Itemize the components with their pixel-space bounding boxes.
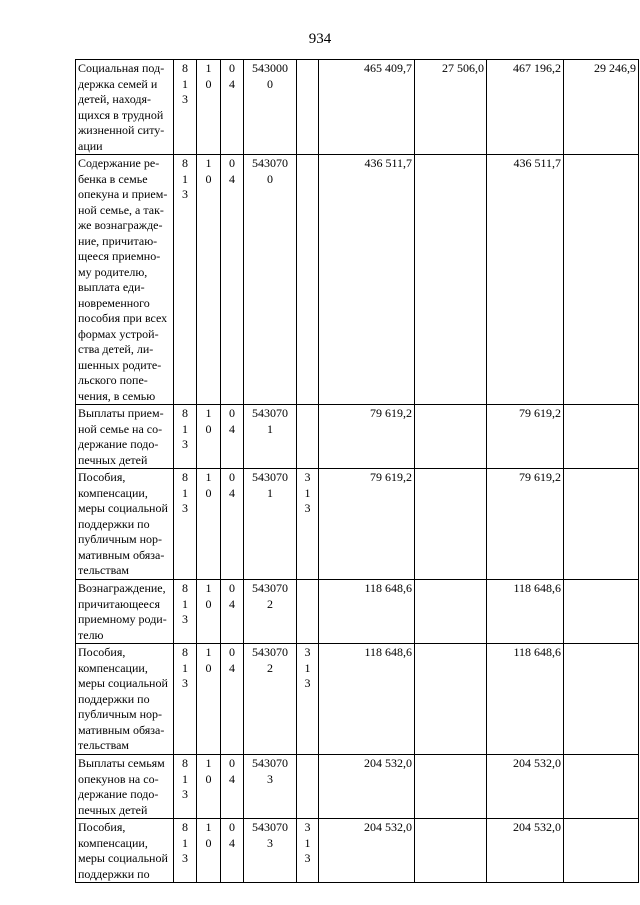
- stacked-code: [223, 581, 241, 612]
- expense-name-line: ации: [78, 138, 103, 153]
- code-digit: 1: [205, 581, 212, 595]
- code-digit: 4: [229, 835, 235, 850]
- stacked-code: [176, 470, 194, 517]
- code-digit: 3: [182, 676, 188, 690]
- code-digit: 1: [205, 61, 212, 75]
- code-digit: 1: [182, 421, 188, 436]
- target-article-line: 1: [267, 421, 273, 436]
- amount-cell-v2: [415, 155, 487, 405]
- expense-name-line: му родителю,: [78, 264, 148, 279]
- expense-name-line: меры социальной: [78, 851, 168, 865]
- code-digit: 3: [182, 437, 188, 451]
- expense-name-line: печных детей: [78, 452, 148, 467]
- code-digit: 8: [182, 61, 188, 75]
- amount-cell-v4: 29 246,9: [564, 60, 639, 155]
- ministry-code-cell: [174, 155, 197, 405]
- code-digit: 0: [205, 171, 212, 186]
- expense-name-cell: [76, 405, 174, 469]
- expense-type-cell: [297, 644, 319, 755]
- expense-name-line: Пособия,: [78, 645, 126, 659]
- code-digit: 0: [229, 645, 235, 659]
- amount-cell-v3: 204 532,0: [487, 819, 564, 883]
- ministry-code-cell: [174, 60, 197, 155]
- code-digit: 1: [205, 406, 212, 420]
- expense-name-line: ние, причитаю-: [78, 233, 158, 248]
- code-digit: 0: [229, 406, 235, 420]
- amount-cell-v4: [564, 469, 639, 580]
- code-digit: 4: [229, 171, 235, 186]
- code-digit: 3: [304, 645, 311, 659]
- code-digit: 0: [229, 820, 235, 834]
- amount-cell-v4: [564, 644, 639, 755]
- code-digit: 1: [182, 596, 188, 611]
- target-article-cell: [244, 155, 297, 405]
- table-row: [76, 60, 639, 155]
- expense-name-line: Социальная под-: [78, 61, 165, 75]
- code-digit: 1: [304, 835, 311, 850]
- code-digit: 3: [304, 501, 311, 515]
- expense-name-cell: [76, 60, 174, 155]
- code-digit: 0: [229, 61, 235, 75]
- stacked-code: [176, 581, 194, 628]
- code-digit: 1: [205, 645, 212, 659]
- code-digit: 0: [205, 771, 212, 786]
- code-digit: 8: [182, 581, 188, 595]
- expense-name-line: поддержки по: [78, 516, 150, 531]
- expense-name-line: чения, в семью: [78, 388, 156, 403]
- target-article-line: 543070: [252, 406, 288, 420]
- expense-name-line: Пособия,: [78, 820, 126, 834]
- code-digit: 0: [205, 421, 212, 436]
- code-digit: 8: [182, 756, 188, 770]
- stacked-code: [299, 645, 316, 692]
- ministry-code-cell: [174, 644, 197, 755]
- expense-name-line: поддержки по: [78, 866, 150, 881]
- code-digit: 4: [229, 771, 235, 786]
- stacked-code: [176, 406, 194, 453]
- code-digit: 1: [182, 485, 188, 500]
- code-digit: 3: [304, 851, 311, 865]
- stacked-code: [199, 581, 218, 612]
- section-code-cell: [197, 580, 221, 644]
- code-digit: 4: [229, 421, 235, 436]
- expense-type-cell: [297, 469, 319, 580]
- subsection-code-cell: [221, 155, 244, 405]
- target-article-cell: [244, 469, 297, 580]
- code-digit: 4: [229, 660, 235, 675]
- code-digit: 3: [182, 92, 188, 106]
- stacked-code: [199, 756, 218, 787]
- amount-cell-v1: 204 532,0: [319, 819, 415, 883]
- target-article-line: 543070: [252, 581, 288, 595]
- code-digit: 4: [229, 76, 235, 91]
- amount-cell-v3: 204 532,0: [487, 755, 564, 819]
- code-digit: 8: [182, 470, 188, 484]
- stacked-code: [199, 645, 218, 676]
- page-number: 934: [308, 31, 332, 47]
- expense-name-line: мативным обяза-: [78, 547, 165, 562]
- expense-name-line: льского попе-: [78, 373, 148, 387]
- expense-name-line: же вознагражде-: [78, 218, 163, 232]
- amount-cell-v2: 27 506,0: [415, 60, 487, 155]
- amount-cell-v4: [564, 155, 639, 405]
- subsection-code-cell: [221, 755, 244, 819]
- code-digit: 1: [205, 756, 212, 770]
- expense-name-line: публичным нор-: [78, 707, 163, 721]
- target-article-line: 543070: [252, 470, 288, 484]
- expense-name-line: ной семье на со-: [78, 421, 163, 436]
- stacked-code: [176, 645, 194, 692]
- code-digit: 3: [182, 787, 188, 801]
- code-digit: 3: [182, 187, 188, 201]
- amount-cell-v3: 436 511,7: [487, 155, 564, 405]
- table-row: [76, 755, 639, 819]
- code-digit: 8: [182, 820, 188, 834]
- code-digit: 8: [182, 156, 188, 170]
- expense-name-line: держание подо-: [78, 437, 159, 451]
- expense-name-line: тельствам: [78, 738, 130, 752]
- amount-cell-v4: [564, 580, 639, 644]
- expense-name-line: печных детей: [78, 802, 148, 817]
- expense-name-cell: [76, 155, 174, 405]
- expense-name-line: Содержание ре-: [78, 156, 160, 170]
- stacked-code: [223, 756, 241, 787]
- expense-name-cell: [76, 469, 174, 580]
- expense-type-cell: [297, 405, 319, 469]
- amount-cell-v1: 436 511,7: [319, 155, 415, 405]
- expense-name-line: тельствам: [78, 563, 130, 577]
- stacked-code: [199, 406, 218, 437]
- code-digit: 3: [182, 612, 188, 626]
- table-row: [76, 405, 639, 469]
- ministry-code-cell: [174, 819, 197, 883]
- stacked-code: [199, 61, 218, 92]
- code-digit: 8: [182, 645, 188, 659]
- stacked-code: [223, 156, 241, 187]
- expense-name-line: Пособия,: [78, 470, 126, 484]
- stacked-code: [223, 645, 241, 676]
- code-digit: 3: [304, 676, 311, 690]
- target-article-line: 0: [267, 171, 273, 186]
- subsection-code-cell: [221, 469, 244, 580]
- stacked-code: [199, 156, 218, 187]
- expense-name-line: компенсации,: [78, 835, 148, 850]
- ministry-code-cell: [174, 580, 197, 644]
- code-digit: 1: [182, 835, 188, 850]
- section-code-cell: [197, 155, 221, 405]
- target-article-cell: [244, 60, 297, 155]
- amount-cell-v2: [415, 469, 487, 580]
- section-code-cell: [197, 819, 221, 883]
- table-body: [76, 60, 639, 883]
- table-row: [76, 469, 639, 580]
- amount-cell-v2: [415, 405, 487, 469]
- expense-name-line: ства детей, ли-: [78, 342, 154, 356]
- expense-name-cell: [76, 644, 174, 755]
- amount-cell-v1: 204 532,0: [319, 755, 415, 819]
- code-digit: 0: [229, 581, 235, 595]
- stacked-code: [199, 820, 218, 851]
- target-article-line: 543070: [252, 645, 288, 659]
- amount-cell-v2: [415, 644, 487, 755]
- expense-name-line: компенсации,: [78, 485, 148, 500]
- amount-cell-v1: 118 648,6: [319, 580, 415, 644]
- code-digit: 1: [182, 171, 188, 186]
- expense-name-cell: [76, 580, 174, 644]
- amount-cell-v4: [564, 819, 639, 883]
- stacked-code: [176, 61, 194, 108]
- code-digit: 0: [205, 660, 212, 675]
- table-row: [76, 644, 639, 755]
- expense-name-line: компенсации,: [78, 660, 148, 675]
- expense-name-line: щееся приемно-: [78, 249, 161, 263]
- target-article-line: 1: [267, 485, 273, 500]
- amount-cell-v3: 79 619,2: [487, 405, 564, 469]
- amount-cell-v2: [415, 580, 487, 644]
- table-row: [76, 819, 639, 883]
- expense-name-line: поддержки по: [78, 691, 150, 706]
- target-article-line: 543000: [252, 61, 288, 75]
- ministry-code-cell: [174, 469, 197, 580]
- expense-type-cell: [297, 155, 319, 405]
- code-digit: 3: [304, 470, 311, 484]
- amount-cell-v1: 79 619,2: [319, 405, 415, 469]
- subsection-code-cell: [221, 644, 244, 755]
- target-article-line: 3: [267, 771, 273, 786]
- stacked-code: [199, 470, 218, 501]
- code-digit: 3: [304, 820, 311, 834]
- amount-cell-v4: [564, 755, 639, 819]
- code-digit: 1: [182, 771, 188, 786]
- stacked-code: [176, 756, 194, 803]
- expense-name-line: ной семье, а так-: [78, 202, 164, 217]
- stacked-code: [223, 61, 241, 92]
- stacked-code: [223, 820, 241, 851]
- ministry-code-cell: [174, 755, 197, 819]
- expense-name-line: бенка в семье: [78, 171, 148, 186]
- stacked-code: [176, 820, 194, 867]
- section-code-cell: [197, 405, 221, 469]
- target-article-line: 543070: [252, 820, 288, 834]
- expense-name-line: щихся в трудной: [78, 107, 164, 122]
- code-digit: 1: [205, 156, 212, 170]
- section-code-cell: [197, 644, 221, 755]
- code-digit: 8: [182, 406, 188, 420]
- target-article-cell: [244, 580, 297, 644]
- code-digit: 1: [182, 660, 188, 675]
- expense-name-line: детей, находя-: [78, 92, 151, 106]
- expense-name-line: пособия при всех: [78, 311, 168, 325]
- target-article-line: 3: [267, 835, 273, 850]
- amount-cell-v3: 79 619,2: [487, 469, 564, 580]
- amount-cell-v3: 118 648,6: [487, 580, 564, 644]
- subsection-code-cell: [221, 60, 244, 155]
- code-digit: 1: [205, 820, 212, 834]
- expense-name-line: шенных родите-: [78, 357, 162, 372]
- expense-name-line: держка семей и: [78, 76, 158, 91]
- code-digit: 0: [229, 470, 235, 484]
- expense-name-line: причитающееся: [78, 596, 161, 611]
- code-digit: 1: [182, 76, 188, 91]
- target-article-line: 0: [267, 76, 273, 91]
- code-digit: 1: [304, 485, 311, 500]
- code-digit: 0: [229, 156, 235, 170]
- table-row: [76, 155, 639, 405]
- stacked-code: [223, 470, 241, 501]
- amount-cell-v1: 118 648,6: [319, 644, 415, 755]
- code-digit: 0: [205, 76, 212, 91]
- target-article-line: 543070: [252, 156, 288, 170]
- code-digit: 1: [304, 660, 311, 675]
- target-article-line: 2: [267, 596, 273, 611]
- section-code-cell: [197, 60, 221, 155]
- expense-name-line: Вознаграждение,: [78, 581, 166, 595]
- target-article-cell: [244, 819, 297, 883]
- target-article-cell: [244, 755, 297, 819]
- amount-cell-v4: [564, 405, 639, 469]
- target-article-line: 2: [267, 660, 273, 675]
- expense-name-line: меры социальной: [78, 676, 168, 690]
- code-digit: 3: [182, 851, 188, 865]
- code-digit: 4: [229, 485, 235, 500]
- stacked-code: [299, 820, 316, 867]
- code-digit: 4: [229, 596, 235, 611]
- ministry-code-cell: [174, 405, 197, 469]
- expense-name-line: Выплаты семьям: [78, 756, 165, 770]
- target-article-line: 543070: [252, 756, 288, 770]
- expense-name-cell: [76, 819, 174, 883]
- amount-cell-v3: 467 196,2: [487, 60, 564, 155]
- expense-name-line: новременного: [78, 295, 150, 310]
- expense-name-line: жизненной ситу-: [78, 123, 165, 137]
- expense-name-line: опекуна и прием-: [78, 187, 168, 201]
- expense-type-cell: [297, 755, 319, 819]
- target-article-cell: [244, 405, 297, 469]
- expense-type-cell: [297, 580, 319, 644]
- subsection-code-cell: [221, 405, 244, 469]
- expense-name-line: публичным нор-: [78, 532, 163, 546]
- subsection-code-cell: [221, 819, 244, 883]
- code-digit: 0: [205, 835, 212, 850]
- stacked-code: [176, 156, 194, 203]
- expense-name-line: формах устрой-: [78, 326, 159, 341]
- stacked-code: [299, 470, 316, 517]
- code-digit: 0: [229, 756, 235, 770]
- budget-table: [75, 59, 639, 883]
- expense-name-line: приемному роди-: [78, 612, 167, 626]
- expense-name-line: держание подо-: [78, 787, 159, 801]
- expense-name-cell: [76, 755, 174, 819]
- target-article-cell: [244, 644, 297, 755]
- amount-cell-v2: [415, 755, 487, 819]
- expense-name-line: меры социальной: [78, 501, 168, 515]
- section-code-cell: [197, 755, 221, 819]
- amount-cell-v3: 118 648,6: [487, 644, 564, 755]
- section-code-cell: [197, 469, 221, 580]
- code-digit: 1: [205, 470, 212, 484]
- expense-type-cell: [297, 819, 319, 883]
- expense-name-line: телю: [78, 627, 104, 642]
- amount-cell-v2: [415, 819, 487, 883]
- expense-name-line: выплата еди-: [78, 280, 145, 294]
- expense-name-line: Выплаты прием-: [78, 406, 164, 420]
- expense-name-line: мативным обяза-: [78, 722, 165, 737]
- code-digit: 0: [205, 596, 212, 611]
- code-digit: 0: [205, 485, 212, 500]
- expense-name-line: опекунов на со-: [78, 771, 159, 786]
- amount-cell-v1: 79 619,2: [319, 469, 415, 580]
- table-row: [76, 580, 639, 644]
- subsection-code-cell: [221, 580, 244, 644]
- stacked-code: [223, 406, 241, 437]
- code-digit: 3: [182, 501, 188, 515]
- expense-type-cell: [297, 60, 319, 155]
- amount-cell-v1: 465 409,7: [319, 60, 415, 155]
